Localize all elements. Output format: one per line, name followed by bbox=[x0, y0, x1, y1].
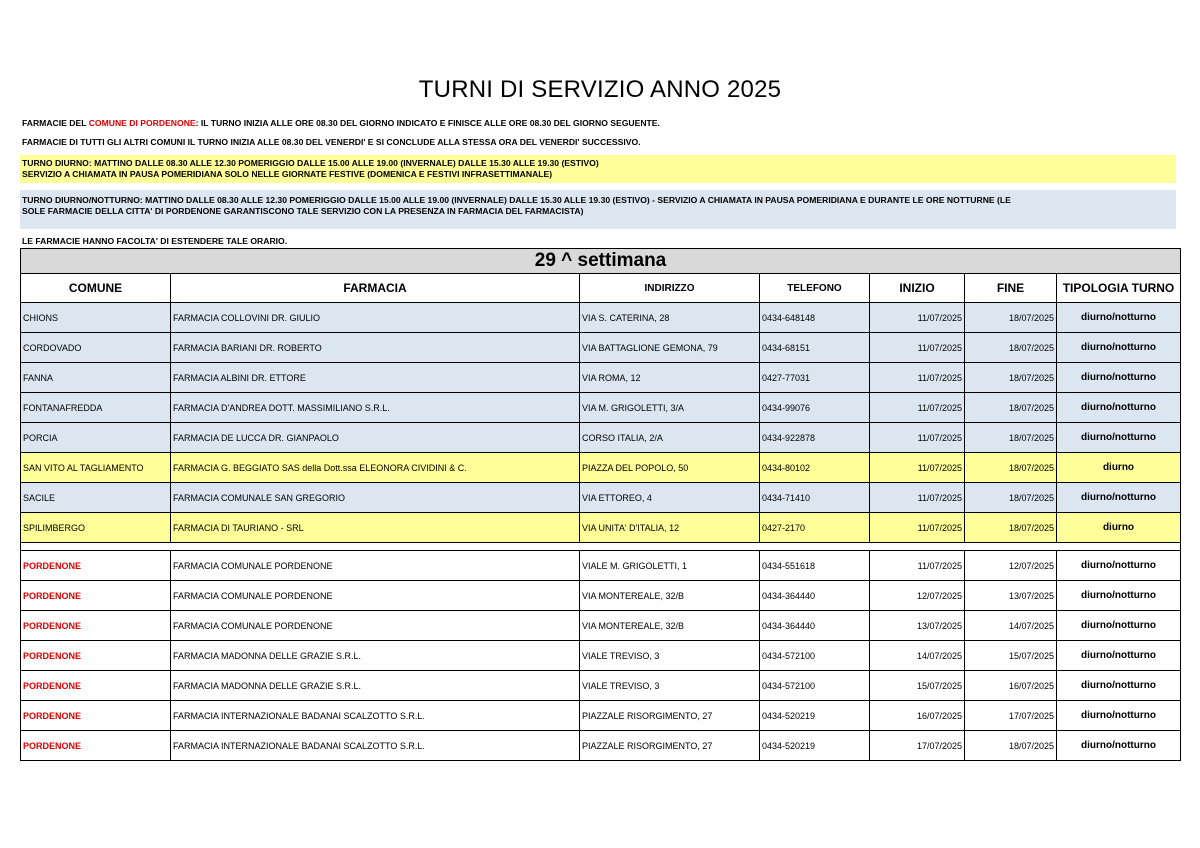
cell-indirizzo: VIA MONTEREALE, 32/B bbox=[580, 581, 760, 611]
table-row bbox=[21, 581, 1181, 611]
cell-fine: 18/07/2025 bbox=[965, 363, 1057, 393]
cell-indirizzo: CORSO ITALIA, 2/A bbox=[580, 423, 760, 453]
cell-telefono: 0434-520219 bbox=[760, 701, 870, 731]
cell-indirizzo: VIA ETTOREO, 4 bbox=[580, 483, 760, 513]
cell-fine: 12/07/2025 bbox=[965, 551, 1057, 581]
cell-comune: PORDENONE bbox=[21, 731, 171, 761]
cell-farmacia: FARMACIA DE LUCCA DR. GIANPAOLO bbox=[171, 423, 580, 453]
table-row bbox=[21, 483, 1181, 513]
cell-fine: 17/07/2025 bbox=[965, 701, 1057, 731]
cell-fine: 13/07/2025 bbox=[965, 581, 1057, 611]
note-estendere-orario: LE FARMACIE HANNO FACOLTA' DI ESTENDERE TALE ORARIO. bbox=[22, 236, 288, 246]
week-header: 29 ^ settimana bbox=[21, 249, 1181, 274]
cell-farmacia: FARMACIA INTERNAZIONALE BADANAI SCALZOTTO S.R.L. bbox=[171, 731, 580, 761]
cell-farmacia: FARMACIA COMUNALE PORDENONE bbox=[171, 611, 580, 641]
cell-indirizzo: VIA UNITA' D'ITALIA, 12 bbox=[580, 513, 760, 543]
cell-comune: PORDENONE bbox=[21, 701, 171, 731]
cell-tipologia: diurno bbox=[1057, 513, 1181, 543]
cell-indirizzo: VIALE M. GRIGOLETTI, 1 bbox=[580, 551, 760, 581]
cell-comune: PORDENONE bbox=[21, 581, 171, 611]
col-comune: COMUNE bbox=[21, 274, 171, 303]
cell-telefono: 0434-364440 bbox=[760, 611, 870, 641]
cell-inizio: 11/07/2025 bbox=[870, 363, 965, 393]
cell-tipologia: diurno/notturno bbox=[1057, 611, 1181, 641]
cell-farmacia: FARMACIA DI TAURIANO - SRL bbox=[171, 513, 580, 543]
cell-telefono: 0434-520219 bbox=[760, 731, 870, 761]
cell-tipologia: diurno/notturno bbox=[1057, 581, 1181, 611]
cell-fine: 18/07/2025 bbox=[965, 513, 1057, 543]
cell-inizio: 15/07/2025 bbox=[870, 671, 965, 701]
cell-fine: 18/07/2025 bbox=[965, 453, 1057, 483]
table-row bbox=[21, 611, 1181, 641]
cell-farmacia: FARMACIA COMUNALE PORDENONE bbox=[171, 581, 580, 611]
col-telefono: TELEFONO bbox=[760, 274, 870, 303]
cell-comune: SAN VITO AL TAGLIAMENTO bbox=[21, 453, 171, 483]
note-turno-diurno-line2: SERVIZIO A CHIAMATA IN PAUSA POMERIDIANA SOLO NELLE GIORNATE FESTIVE (DOMENICA E FESTIVI INFRASETTIMANALE) bbox=[22, 169, 553, 179]
table-row bbox=[21, 453, 1181, 483]
cell-fine: 18/07/2025 bbox=[965, 303, 1057, 333]
cell-farmacia: FARMACIA D'ANDREA DOTT. MASSIMILIANO S.R.L. bbox=[171, 393, 580, 423]
cell-comune: SPILIMBERGO bbox=[21, 513, 171, 543]
note-pordenone bbox=[20, 118, 662, 129]
cell-telefono: 0434-648148 bbox=[760, 303, 870, 333]
cell-telefono: 0434-364440 bbox=[760, 581, 870, 611]
cell-tipologia: diurno/notturno bbox=[1057, 483, 1181, 513]
cell-telefono: 0434-572100 bbox=[760, 641, 870, 671]
cell-inizio: 11/07/2025 bbox=[870, 333, 965, 363]
cell-inizio: 11/07/2025 bbox=[870, 453, 965, 483]
cell-fine: 14/07/2025 bbox=[965, 611, 1057, 641]
table-spacer-cell bbox=[21, 543, 1181, 551]
table-row bbox=[21, 551, 1181, 581]
table-row bbox=[21, 423, 1181, 453]
cell-indirizzo: VIALE TREVISO, 3 bbox=[580, 671, 760, 701]
cell-farmacia: FARMACIA MADONNA DELLE GRAZIE S.R.L. bbox=[171, 671, 580, 701]
cell-fine: 18/07/2025 bbox=[965, 423, 1057, 453]
cell-fine: 18/07/2025 bbox=[965, 393, 1057, 423]
cell-indirizzo: VIA BATTAGLIONE GEMONA, 79 bbox=[580, 333, 760, 363]
cell-fine: 18/07/2025 bbox=[965, 483, 1057, 513]
cell-telefono: 0434-71410 bbox=[760, 483, 870, 513]
cell-indirizzo: VIA ROMA, 12 bbox=[580, 363, 760, 393]
cell-inizio: 14/07/2025 bbox=[870, 641, 965, 671]
cell-farmacia: FARMACIA G. BEGGIATO SAS della Dott.ssa ELEONORA CIVIDINI & C. bbox=[171, 453, 580, 483]
cell-tipologia: diurno/notturno bbox=[1057, 731, 1181, 761]
table-row bbox=[21, 671, 1181, 701]
note-turno-notturno bbox=[20, 190, 1176, 229]
cell-tipologia: diurno/notturno bbox=[1057, 363, 1181, 393]
table-spacer-row bbox=[21, 543, 1181, 551]
cell-farmacia: FARMACIA MADONNA DELLE GRAZIE S.R.L. bbox=[171, 641, 580, 671]
cell-telefono: 0427-77031 bbox=[760, 363, 870, 393]
note-pordenone-prefix: FARMACIE DEL bbox=[22, 118, 89, 128]
cell-inizio: 11/07/2025 bbox=[870, 513, 965, 543]
cell-inizio: 11/07/2025 bbox=[870, 393, 965, 423]
cell-inizio: 11/07/2025 bbox=[870, 423, 965, 453]
cell-fine: 15/07/2025 bbox=[965, 641, 1057, 671]
cell-tipologia: diurno/notturno bbox=[1057, 333, 1181, 363]
col-inizio: INIZIO bbox=[870, 274, 965, 303]
cell-farmacia: FARMACIA ALBINI DR. ETTORE bbox=[171, 363, 580, 393]
cell-comune: PORCIA bbox=[21, 423, 171, 453]
cell-fine: 18/07/2025 bbox=[965, 333, 1057, 363]
cell-telefono: 0434-80102 bbox=[760, 453, 870, 483]
cell-tipologia: diurno/notturno bbox=[1057, 423, 1181, 453]
cell-comune: CORDOVADO bbox=[21, 333, 171, 363]
cell-comune: PORDENONE bbox=[21, 671, 171, 701]
cell-comune: PORDENONE bbox=[21, 641, 171, 671]
note-turno-notturno-line1: TURNO DIURNO/NOTTURNO: MATTINO DALLE 08.30 ALLE 12.30 POMERIGGIO DALLE 15.00 ALLE 19.00 (INVERNALE) DALLE 15.30 ALLE 19.30 (ESTIVO) - SERVIZIO A CHIAMATA IN PAUSA POMERIDIANA E DURANTE LE ORE NOTTURNE (LE bbox=[22, 195, 1011, 205]
cell-inizio: 12/07/2025 bbox=[870, 581, 965, 611]
cell-farmacia: FARMACIA BARIANI DR. ROBERTO bbox=[171, 333, 580, 363]
cell-tipologia: diurno bbox=[1057, 453, 1181, 483]
table-row bbox=[21, 333, 1181, 363]
table-row bbox=[21, 731, 1181, 761]
cell-inizio: 16/07/2025 bbox=[870, 701, 965, 731]
cell-inizio: 13/07/2025 bbox=[870, 611, 965, 641]
table-row bbox=[21, 513, 1181, 543]
cell-farmacia: FARMACIA COMUNALE SAN GREGORIO bbox=[171, 483, 580, 513]
note-turno-diurno bbox=[20, 155, 1176, 183]
cell-tipologia: diurno/notturno bbox=[1057, 671, 1181, 701]
col-indirizzo: INDIRIZZO bbox=[580, 274, 760, 303]
cell-inizio: 11/07/2025 bbox=[870, 483, 965, 513]
cell-telefono: 0434-551618 bbox=[760, 551, 870, 581]
table-row bbox=[21, 363, 1181, 393]
note-altri-comuni: FARMACIE DI TUTTI GLI ALTRI COMUNI IL TURNO INIZIA ALLE 08.30 DEL VENERDI' E SI CONCLUDE ALLA STESSA ORA DEL VENERDI' SUCCESSIVO. bbox=[22, 137, 641, 147]
cell-farmacia: FARMACIA COMUNALE PORDENONE bbox=[171, 551, 580, 581]
cell-tipologia: diurno/notturno bbox=[1057, 641, 1181, 671]
cell-tipologia: diurno/notturno bbox=[1057, 701, 1181, 731]
col-farmacia: FARMACIA bbox=[171, 274, 580, 303]
table-row bbox=[21, 393, 1181, 423]
cell-comune: CHIONS bbox=[21, 303, 171, 333]
cell-fine: 18/07/2025 bbox=[965, 731, 1057, 761]
cell-tipologia: diurno/notturno bbox=[1057, 393, 1181, 423]
note-pordenone-highlight: COMUNE DI PORDENONE bbox=[88, 118, 196, 128]
cell-fine: 16/07/2025 bbox=[965, 671, 1057, 701]
cell-comune: PORDENONE bbox=[21, 611, 171, 641]
cell-tipologia: diurno/notturno bbox=[1057, 551, 1181, 581]
cell-indirizzo: PIAZZALE RISORGIMENTO, 27 bbox=[580, 731, 760, 761]
note-turno-diurno-line1: TURNO DIURNO: MATTINO DALLE 08.30 ALLE 12.30 POMERIGGIO DALLE 15.00 ALLE 19.00 (INVERNALE) DALLE 15.30 ALLE 19.30 (ESTIVO) bbox=[22, 158, 599, 168]
cell-indirizzo: VIA M. GRIGOLETTI, 3/A bbox=[580, 393, 760, 423]
cell-telefono: 0434-572100 bbox=[760, 671, 870, 701]
note-turno-notturno-line2: SOLE FARMACIE DELLA CITTA' DI PORDENONE GARANTISCONO TALE SERVIZIO CON LA PRESENZA IN FARMACIA DEL FARMACISTA) bbox=[22, 206, 584, 216]
cell-inizio: 11/07/2025 bbox=[870, 303, 965, 333]
cell-indirizzo: PIAZZALE RISORGIMENTO, 27 bbox=[580, 701, 760, 731]
cell-comune: FONTANAFREDDA bbox=[21, 393, 171, 423]
turni-table bbox=[20, 248, 1181, 761]
cell-telefono: 0427-2170 bbox=[760, 513, 870, 543]
cell-telefono: 0434-68151 bbox=[760, 333, 870, 363]
cell-farmacia: FARMACIA INTERNAZIONALE BADANAI SCALZOTTO S.R.L. bbox=[171, 701, 580, 731]
cell-farmacia: FARMACIA COLLOVINI DR. GIULIO bbox=[171, 303, 580, 333]
cell-indirizzo: VIALE TREVISO, 3 bbox=[580, 641, 760, 671]
cell-comune: SACILE bbox=[21, 483, 171, 513]
cell-comune: FANNA bbox=[21, 363, 171, 393]
col-tipologia: TIPOLOGIA TURNO bbox=[1057, 274, 1181, 303]
cell-telefono: 0434-99076 bbox=[760, 393, 870, 423]
table-row bbox=[21, 303, 1181, 333]
cell-indirizzo: PIAZZA DEL POPOLO, 50 bbox=[580, 453, 760, 483]
cell-indirizzo: VIA MONTEREALE, 32/B bbox=[580, 611, 760, 641]
cell-telefono: 0434-922878 bbox=[760, 423, 870, 453]
cell-comune: PORDENONE bbox=[21, 551, 171, 581]
cell-inizio: 17/07/2025 bbox=[870, 731, 965, 761]
table-row bbox=[21, 701, 1181, 731]
col-fine: FINE bbox=[965, 274, 1057, 303]
page-title: TURNI DI SERVIZIO ANNO 2025 bbox=[418, 76, 782, 103]
cell-inizio: 11/07/2025 bbox=[870, 551, 965, 581]
table-row bbox=[21, 641, 1181, 671]
cell-indirizzo: VIA S. CATERINA, 28 bbox=[580, 303, 760, 333]
cell-tipologia: diurno/notturno bbox=[1057, 303, 1181, 333]
note-pordenone-suffix: : IL TURNO INIZIA ALLE ORE 08.30 DEL GIORNO INDICATO E FINISCE ALLE ORE 08.30 DEL GIORNO SEGUENTE. bbox=[195, 118, 660, 128]
